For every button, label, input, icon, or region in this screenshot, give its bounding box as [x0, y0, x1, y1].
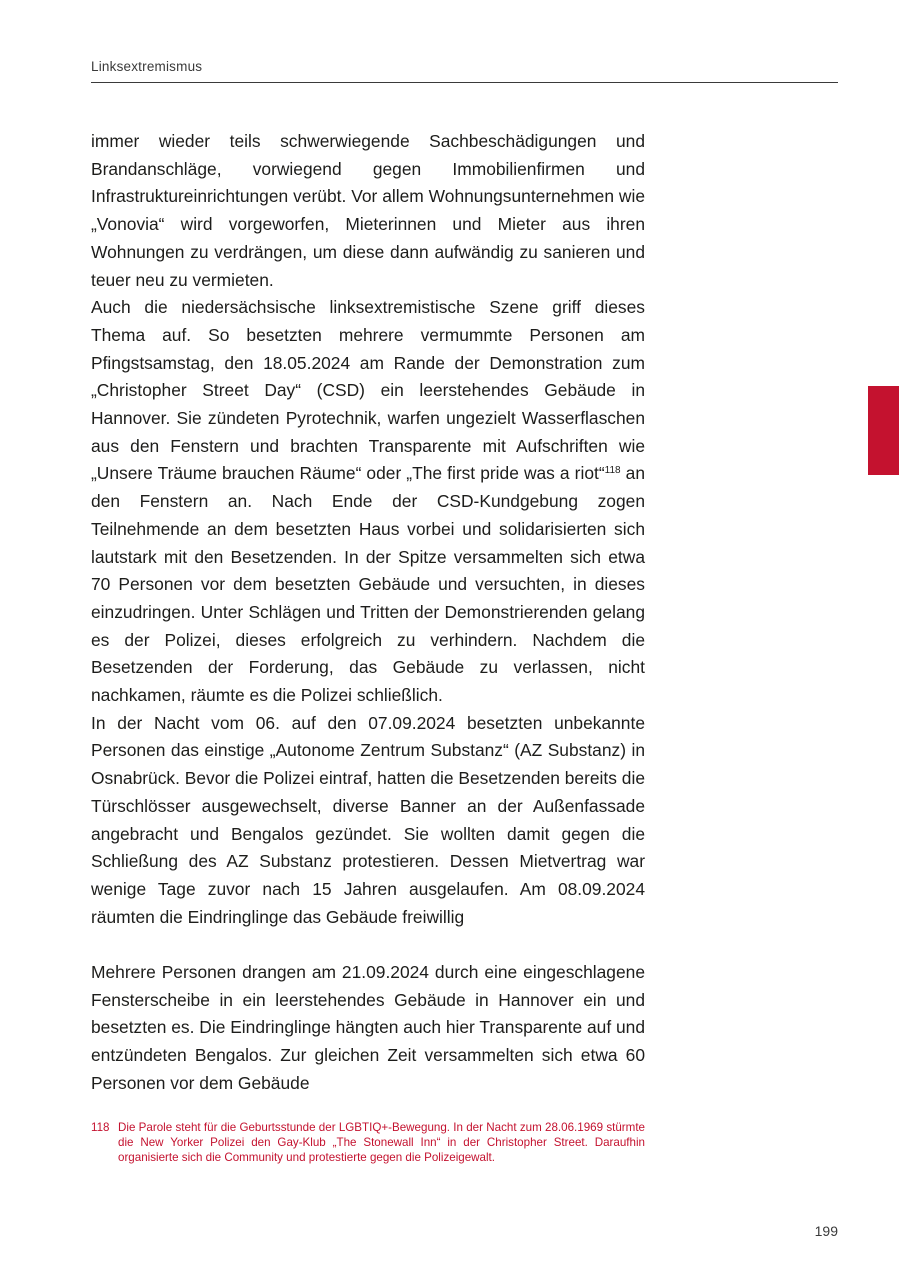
paragraph-4: Mehrere Personen drangen am 21.09.2024 durch eine eingeschlagene Fensterscheibe in ein leerstehendes Gebäude in Hannover ein und besetzten es. Die Eindringlinge hängten auch hier Transparente auf und entzündeten Bengalos. Zur gleichen Zeit versammelten sich etwa 60 Personen vor dem Gebäude — [91, 962, 645, 1093]
footnote-text: Die Parole steht für die Geburtsstunde der LGBTIQ+-Bewegung. In der Nacht zum 28.06.1969 stürmte die New Yorker Polizei den Gay-Klub „The Stonewall Inn“ in der Christopher Street. Daraufhin organisierte sich die Community und protestierte gegen die Polizeigewalt. — [118, 1121, 645, 1165]
paragraph-1: immer wieder teils schwerwiegende Sachbeschädigungen und Brandanschläge, vorwiegend gegen Immobilienfirmen und Infrastruktureinrichtungen verübt. Vor allem Wohnungsunternehmen wie „Vonovia“ wird vorgeworfen, Mieterinnen und Mieter aus ihren Wohnungen zu verdrängen, um diese dann aufwändig zu sanieren und teuer neu zu vermieten. — [91, 131, 645, 290]
paragraph-2 — [91, 294, 645, 710]
paragraph-3: In der Nacht vom 06. auf den 07.09.2024 besetzten unbekannte Personen das einstige „Autonome Zentrum Substanz“ (AZ Substanz) in Osnabrück. Bevor die Polizei eintraf, hatten die Besetzenden bereits die Türschlösser ausgewechselt, diverse Banner an der Außenfassade angebracht und Bengalos gezündet. Sie wollten damit gegen die Schließung des AZ Substanz protestieren. Dessen Mietvertrag war wenige Tage zuvor nach 15 Jahren ausgelaufen. Am 08.09.2024 räumten die Eindringlinge das Gebäude freiwillig — [91, 712, 645, 927]
page-number: 199 — [814, 1223, 838, 1239]
body-text — [91, 128, 645, 1098]
footnote — [91, 1120, 645, 1166]
chapter-marker — [868, 386, 899, 475]
footnote-reference[interactable]: 118 — [604, 465, 621, 477]
header-title: Linksextremismus — [91, 59, 203, 74]
footnote-number: 118 — [91, 1121, 110, 1134]
paragraph-2-text-start: Auch die niedersächsische linksextremistische Szene griff dieses Thema auf. So besetzten mehrere vermummte Personen am Pfingstsamstag, den 18.05.2024 am Rande der Demonstration zum „Christopher Street Day“ (CSD) ein leerstehendes Gebäude in Hannover. Sie zündeten Pyrotechnik, warfen ungezielt Wasserflaschen aus den Fenstern und brachten Transparente mit Aufschriften wie „Unsere Träume brauchen Räume“ oder „The first pride was a riot“ — [91, 297, 645, 484]
running-header — [91, 58, 838, 83]
paragraph-2-text-end: an den Fenstern an. Nach Ende der CSD-Kundgebung zogen Teilnehmende an dem besetzten Haus vorbei und solidarisierten sich lautstark mit den Besetzenden. In der Spitze versammelten sich etwa 70 Personen vor dem besetzten Gebäude und versuchten, in dieses einzudringen. Unter Schlägen und Tritten der Demonstrierenden gelang es der Polizei, dieses erfolgreich zu verhindern. Nachdem die Besetzenden der Forderung, das Gebäude zu verlassen, nicht nachkamen, räumte es die Polizei schließlich. — [91, 463, 645, 706]
